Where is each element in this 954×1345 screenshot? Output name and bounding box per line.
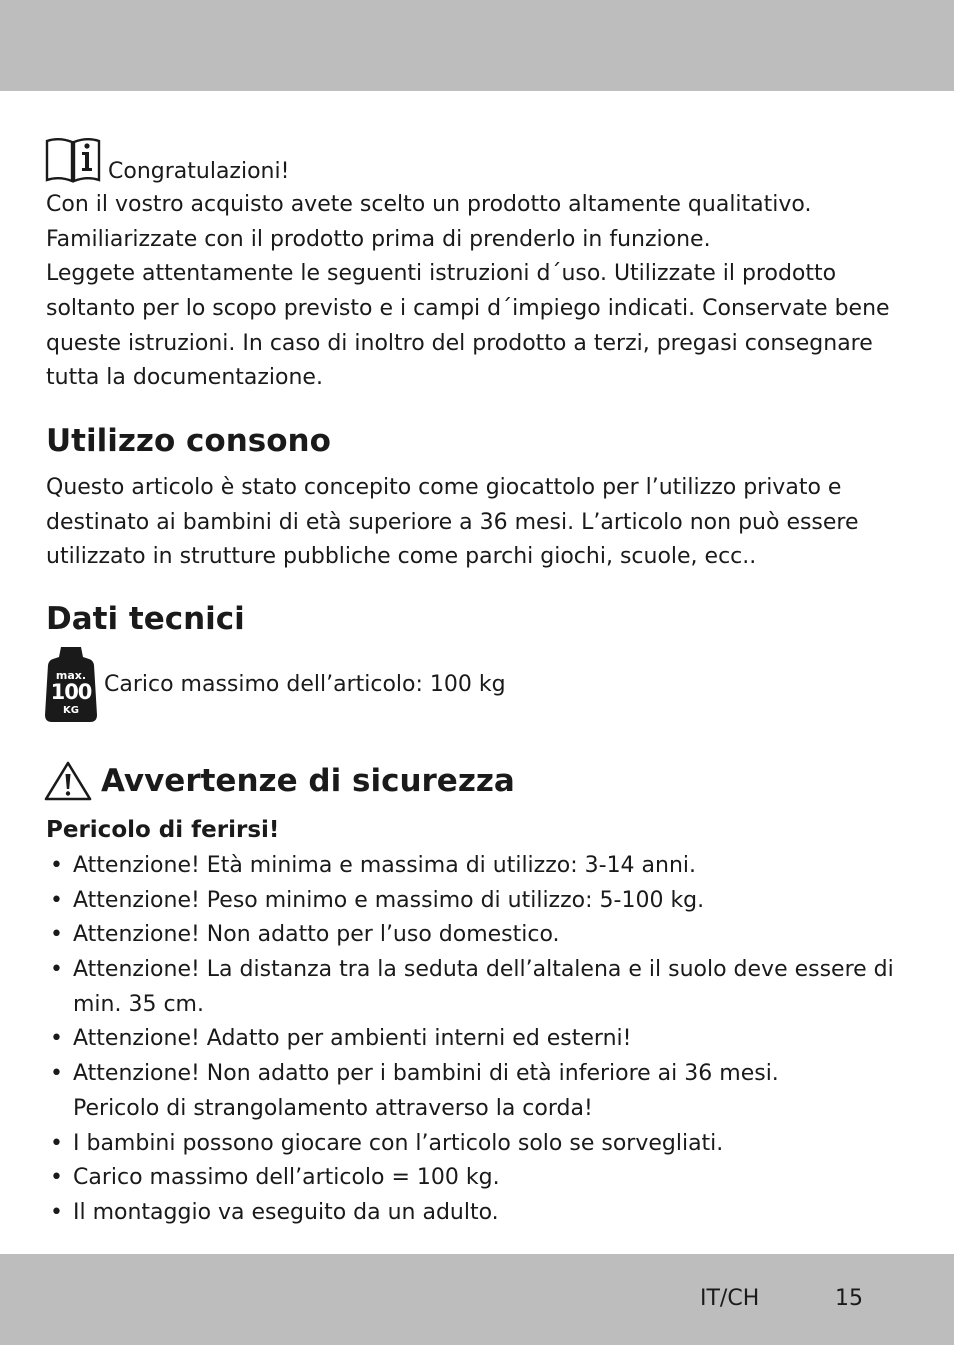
intended-use-line: Questo articolo è stato concepito come giocattolo per l’utilizzo privato e — [46, 475, 842, 500]
list-item-text: I bambini possono giocare con l’articolo solo se sorvegliati. — [73, 1130, 724, 1156]
list-item-text: Attenzione! Peso minimo e massimo di utilizzo: 5-100 kg. — [73, 887, 705, 913]
weight-100kg-icon — [45, 645, 97, 723]
list-item-text: Carico massimo dell’articolo = 100 kg. — [73, 1165, 500, 1191]
intro-paragraph — [46, 188, 890, 396]
list-item-text: Attenzione! Adatto per ambienti interni ed esterni! — [73, 1026, 632, 1052]
bullet-mark: • — [50, 1026, 63, 1052]
intro-line: Familiarizzate con il prodotto prima di prenderlo in funzione. — [46, 226, 711, 252]
intro-line: soltanto per lo scopo previsto e i campi d´impiego indicati. Conservate bene — [46, 296, 890, 322]
info-book-icon — [45, 135, 101, 183]
weight-icon-unit: KG — [63, 705, 79, 716]
intro-line: Leggete attentamente le seguenti istruzioni d´uso. Utilizzate il prodotto — [46, 261, 837, 287]
intended-use-paragraph — [46, 471, 859, 575]
list-item-text: Attenzione! La distanza tra la seduta dell’altalena e il suolo deve essere di — [73, 957, 894, 983]
technical-data-heading: Dati tecnici — [46, 601, 245, 637]
list-item-text: Pericolo di strangolamento attraverso la corda! — [73, 1095, 593, 1121]
bullet-mark: • — [50, 887, 63, 913]
list-item-text: Attenzione! Età minima e massima di utilizzo: 3-14 anni. — [73, 853, 697, 878]
header-bar — [0, 0, 954, 91]
safety-subheading: Pericolo di ferirsi! — [46, 817, 280, 843]
bullet-mark: • — [50, 1165, 63, 1191]
bullet-mark: • — [50, 957, 63, 983]
list-item-text: Attenzione! Non adatto per l’uso domestico. — [73, 922, 560, 948]
bullet-mark: • — [50, 1061, 63, 1087]
list-item-text: Attenzione! Non adatto per i bambini di età inferiore ai 36 mesi. — [73, 1061, 779, 1087]
max-load-text: Carico massimo dell’articolo: 100 kg — [104, 672, 506, 697]
list-item-text: Il montaggio va eseguito da un adulto. — [73, 1199, 499, 1225]
intended-use-heading: Utilizzo consono — [46, 423, 331, 459]
weight-icon-top: max. — [55, 669, 87, 682]
footer-page-number: 15 — [835, 1286, 863, 1311]
footer-bar — [0, 1254, 954, 1345]
bullet-mark: • — [50, 853, 63, 878]
list-item-text: min. 35 cm. — [73, 991, 204, 1017]
bullet-mark: • — [50, 1199, 63, 1225]
footer-language: IT/CH — [700, 1286, 760, 1311]
weight-icon-number: 100 — [50, 680, 92, 704]
intro-line: Con il vostro acquisto avete scelto un prodotto altamente qualitativo. — [46, 192, 812, 217]
intended-use-line: utilizzato in strutture pubbliche come parchi giochi, scuole, ecc.. — [46, 544, 757, 570]
intro-line: tutta la documentazione. — [46, 365, 323, 391]
warning-triangle-icon — [44, 760, 92, 802]
intro-line: queste istruzioni. In caso di inoltro del prodotto a terzi, pregasi consegnare — [46, 330, 873, 356]
bullet-mark: • — [50, 1130, 63, 1156]
safety-heading: Avvertenze di sicurezza — [101, 763, 515, 799]
congrats-text: Congratulazioni! — [108, 159, 290, 184]
bullet-mark: • — [50, 922, 63, 948]
intended-use-line: destinato ai bambini di età superiore a 36 mesi. L’articolo non può essere — [46, 509, 859, 535]
